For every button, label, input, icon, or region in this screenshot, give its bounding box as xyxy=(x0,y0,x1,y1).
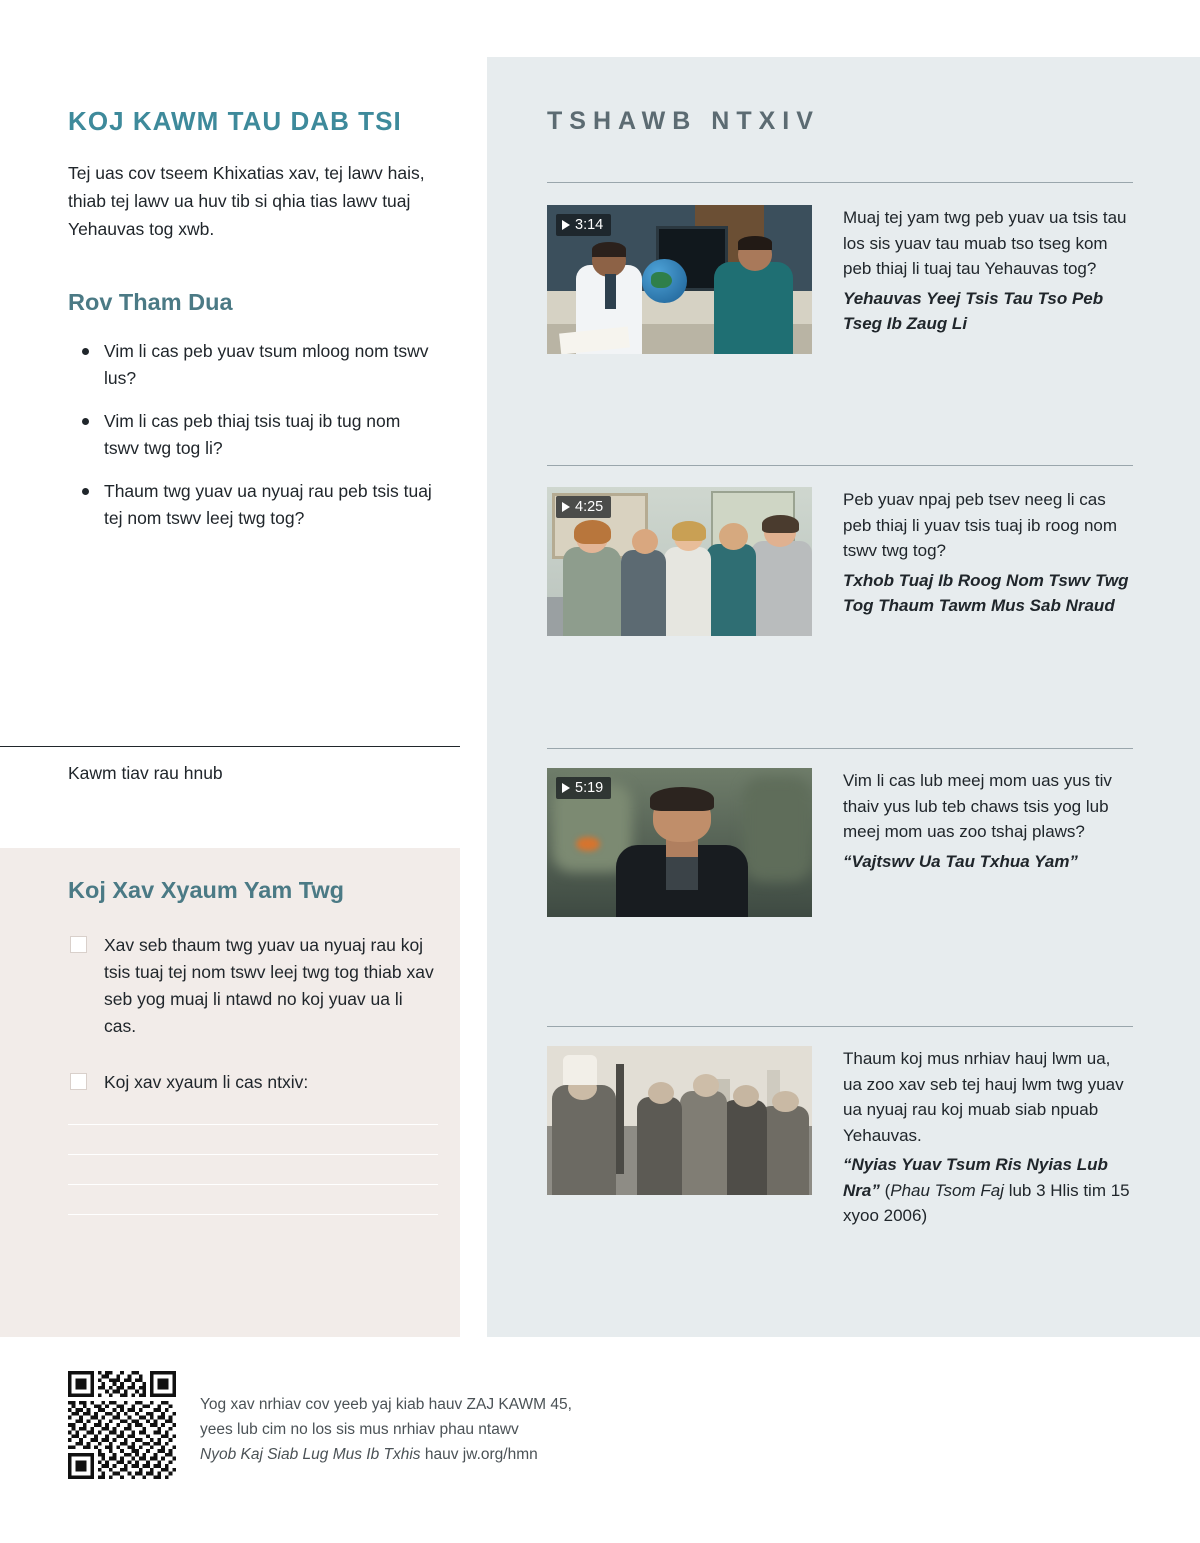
footer-publication-title: Nyob Kaj Siab Lug Mus Ib Txhis xyxy=(200,1446,421,1464)
section-heading-goals: Koj Xav Xyaum Yam Twg xyxy=(68,877,345,903)
completion-date-label: Kawm tiav rau hnub xyxy=(68,763,223,783)
write-line[interactable] xyxy=(68,1214,438,1215)
section-heading-review: Rov Tham Dua xyxy=(68,289,233,316)
video-title-link[interactable]: Yehauvas Yeej Tsis Tau Tso Peb Tseg Ib Zaug Li xyxy=(843,288,1104,333)
article-entry-4[interactable] xyxy=(547,1046,1133,1229)
thumbnail-art-ancient-scene xyxy=(547,1046,812,1195)
article-title-link[interactable] xyxy=(843,1152,1133,1229)
qr-code-icon xyxy=(68,1371,176,1479)
video-description: Muaj tej yam twg peb yuav ua tsis tau los sis yuav tau muab tso tseg kom peb thiaj li tuaj tau Yehauvas tog? xyxy=(843,208,1127,278)
video-text-3 xyxy=(843,768,1133,874)
video-thumbnail[interactable] xyxy=(547,205,812,354)
footer-line-1: Yog xav nrhiav cov yeeb yaj kiab hauv ZAJ KAWM 45, xyxy=(200,1396,572,1413)
article-source-pre: ( xyxy=(879,1180,891,1200)
footer-note xyxy=(200,1392,760,1467)
goal-item-label: Xav seb thaum twg yuav ua nyuaj rau koj tsis tuaj tej nom tswv leej twg tog thiab xav seb yog muaj li ntawd no koj yuav ua li cas. xyxy=(104,935,434,1037)
write-in-lines[interactable] xyxy=(68,1124,438,1215)
footer-line-3 xyxy=(200,1442,760,1467)
write-line[interactable] xyxy=(68,1184,438,1185)
left-column xyxy=(68,104,458,549)
video-title-link[interactable]: Txhob Tuaj Ib Roog Nom Tswv Twg Tog Thaum Tawm Mus Sab Nraud xyxy=(843,570,1129,615)
video-description: Peb yuav npaj peb tsev neeg li cas peb thiaj li yuav tsis tuaj ib roog nom tswv twg tog? xyxy=(843,490,1118,560)
article-title: “Nyias Yuav Tsum Ris Nyias Lub Nra” xyxy=(843,1155,1108,1200)
article-source-publication: Phau Tsom Faj xyxy=(890,1180,1004,1200)
article-source-date: lub 3 Hlis tim 15 xyoo 2006) xyxy=(843,1180,1130,1225)
goals-panel xyxy=(68,875,438,1244)
play-icon xyxy=(562,783,570,793)
play-icon xyxy=(562,220,570,230)
video-duration-label: 3:14 xyxy=(575,217,604,233)
article-description: Thaum koj mus nrhiav hauj lwm ua, ua zoo xav seb tej hauj lwm twg yuav ua nyuaj rau koj muab siab npuab Yehauvas. xyxy=(843,1049,1124,1145)
play-icon xyxy=(562,502,570,512)
goal-item-label: Koj xav xyaum li cas ntxiv: xyxy=(104,1071,309,1092)
list-item: Thaum twg yuav ua nyuaj rau peb tsis tuaj tej nom tswv leej twg tog? xyxy=(98,478,434,532)
video-thumbnail[interactable] xyxy=(547,487,812,636)
video-duration-badge xyxy=(556,214,611,236)
divider xyxy=(547,182,1133,183)
video-duration-badge xyxy=(556,777,611,799)
footer-line-2: yees lub cim no los sis mus nrhiav phau ntawv xyxy=(200,1421,519,1439)
video-text-1 xyxy=(843,205,1133,337)
qr-code[interactable] xyxy=(68,1371,176,1479)
footer-website[interactable]: hauv jw.org/hmn xyxy=(420,1446,538,1464)
write-line[interactable] xyxy=(68,1154,438,1155)
video-entry-1[interactable] xyxy=(547,205,1133,354)
video-title-link[interactable]: “Vajtswv Ua Tau Txhua Yam” xyxy=(843,851,1078,871)
goal-item-custom[interactable] xyxy=(68,1069,438,1096)
video-entry-3[interactable] xyxy=(547,768,1133,917)
explore-more-title: TSHAWB NTXIV xyxy=(547,107,820,135)
video-entry-2[interactable] xyxy=(547,487,1133,636)
goal-item[interactable] xyxy=(68,932,438,1041)
video-description: Vim li cas lub meej mom uas yus tiv thaiv yus lub teb chaws tsis yog lub meej mom uas zoo tshaj plaws? xyxy=(843,771,1112,841)
list-item: Vim li cas peb yuav tsum mloog nom tswv lus? xyxy=(98,338,434,392)
divider xyxy=(547,1026,1133,1027)
video-duration-badge xyxy=(556,496,611,518)
checkbox-icon[interactable] xyxy=(70,936,87,953)
video-text-2 xyxy=(843,487,1133,619)
write-line[interactable] xyxy=(68,1124,438,1125)
intro-paragraph: Tej uas cov tseem Khixatias xav, tej lawv hais, thiab tej lawv ua huv tib si qhia tias lawv tuaj Yehauvas tog xwb. xyxy=(68,163,425,239)
divider xyxy=(547,748,1133,749)
article-text-4 xyxy=(843,1046,1133,1229)
video-duration-label: 4:25 xyxy=(575,499,604,515)
divider xyxy=(547,465,1133,466)
video-thumbnail[interactable] xyxy=(547,768,812,917)
page-title: KOJ KAWM TAU DAB TSI xyxy=(68,106,402,136)
article-thumbnail[interactable] xyxy=(547,1046,812,1195)
checkbox-icon[interactable] xyxy=(70,1073,87,1090)
list-item: Vim li cas peb thiaj tsis tuaj ib tug nom tswv twg tog li? xyxy=(98,408,434,462)
video-duration-label: 5:19 xyxy=(575,780,604,796)
review-question-list xyxy=(68,338,458,533)
divider xyxy=(0,746,460,747)
